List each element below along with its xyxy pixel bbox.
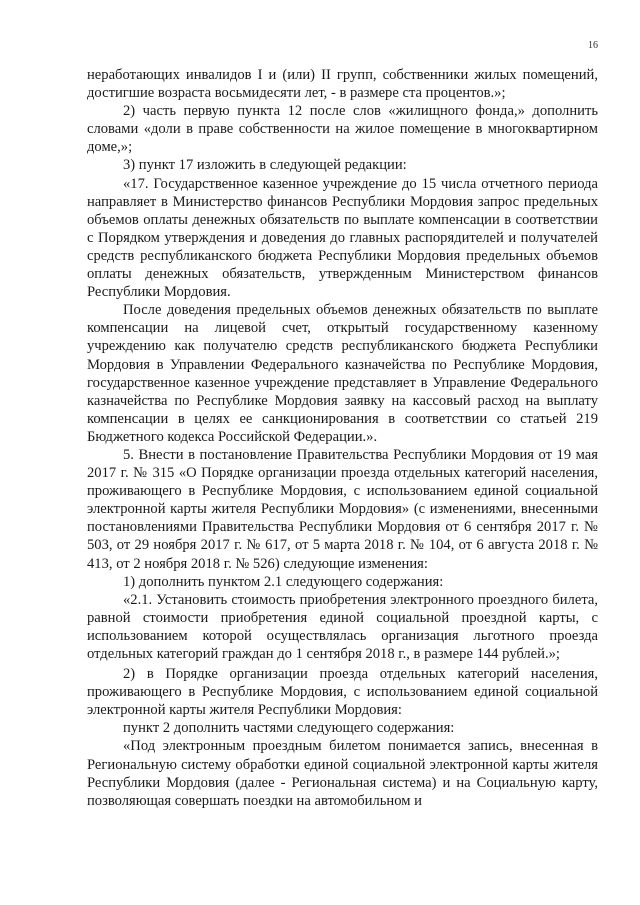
paragraph: неработающих инвалидов I и (или) II групп, собственники жилых помещений, достигшие возраста восьмидесяти лет, - в размере ста процентов.»; xyxy=(87,67,598,102)
paragraph: 3) пункт 17 изложить в следующей редакции: xyxy=(123,157,407,174)
paragraph: «Под электронным проездным билетом понимается запись, внесенная в Региональную систему обработки единой социальной электронной карты жителя Республики Мордовия (далее - Региональная система) и на Социальную карту, позволяющая совершать поездки на автомобильном и xyxy=(87,738,598,809)
document-body xyxy=(87,66,598,810)
paragraph: После доведения предельных объемов денежных обязательств по выплате компенсации на лицевой счет, открытый государственному казенному учреждению как получателю средств республиканского бюджета Республики Мордовия в Управлении Федерального казначейства по Республике Мордовия, государственное казенное учреждение представляет в Управление Федерального казначейства по Республике Мордовия заявку на кассовый расход на выплату компенсации в целях ее санкционирования в соответствии со статьей 219 Бюджетного кодекса Российской Федерации.». xyxy=(87,302,598,445)
page-number: 16 xyxy=(588,40,598,51)
paragraph: пункт 2 дополнить частями следующего содержания: xyxy=(123,720,455,737)
paragraph: 2) часть первую пункта 12 после слов «жилищного фонда,» дополнить словами «доли в праве собственности на жилое помещение в многоквартирном доме,»; xyxy=(87,103,598,156)
paragraph: 1) дополнить пунктом 2.1 следующего содержания: xyxy=(123,573,444,590)
paragraph: 2) в Порядке организации проезда отдельных категорий населения, проживающего в Республике Мордовия, с использованием единой социальной электронной карты жителя Республики Мордовия: xyxy=(87,666,598,719)
paragraph: «2.1. Установить стоимость приобретения электронного проездного билета, равной стоимости приобретения единой социальной проездной карты, с использованием которой осуществлялась организация льготного проезда отдельных категорий граждан до 1 сентября 2018 г., в размере 144 рублей.»; xyxy=(87,591,598,662)
paragraph: «17. Государственное казенное учреждение до 15 числа отчетного периода направляет в Министерство финансов Республики Мордовия запрос предельных объемов оплаты денежных обязательств по выплате компенсации в соответствии с Порядком утверждения и доведения до главных распорядителей и получателей средств республиканского бюджета Республики Мордовия предельных объемов оплаты денежных обязательств, утвержденным Министерством финансов Республики Мордовия. xyxy=(87,175,598,301)
paragraph: 5. Внести в постановление Правительства Республики Мордовия от 19 мая 2017 г. № 315 «О Порядке организации проезда отдельных категорий населения, проживающего в Республике Мордовия, с использованием единой социальной электронной карты жителя Республики Мордовия» (с изменениями, внесенными постановлениями Правительства Республики Мордовия от 6 сентября 2017 г. № 503, от 29 ноября 2017 г. № 617, от 5 марта 2018 г. № 104, от 6 августа 2018 г. № 413, от 2 ноября 2018 г. № 526) следующие изменения: xyxy=(87,446,598,572)
